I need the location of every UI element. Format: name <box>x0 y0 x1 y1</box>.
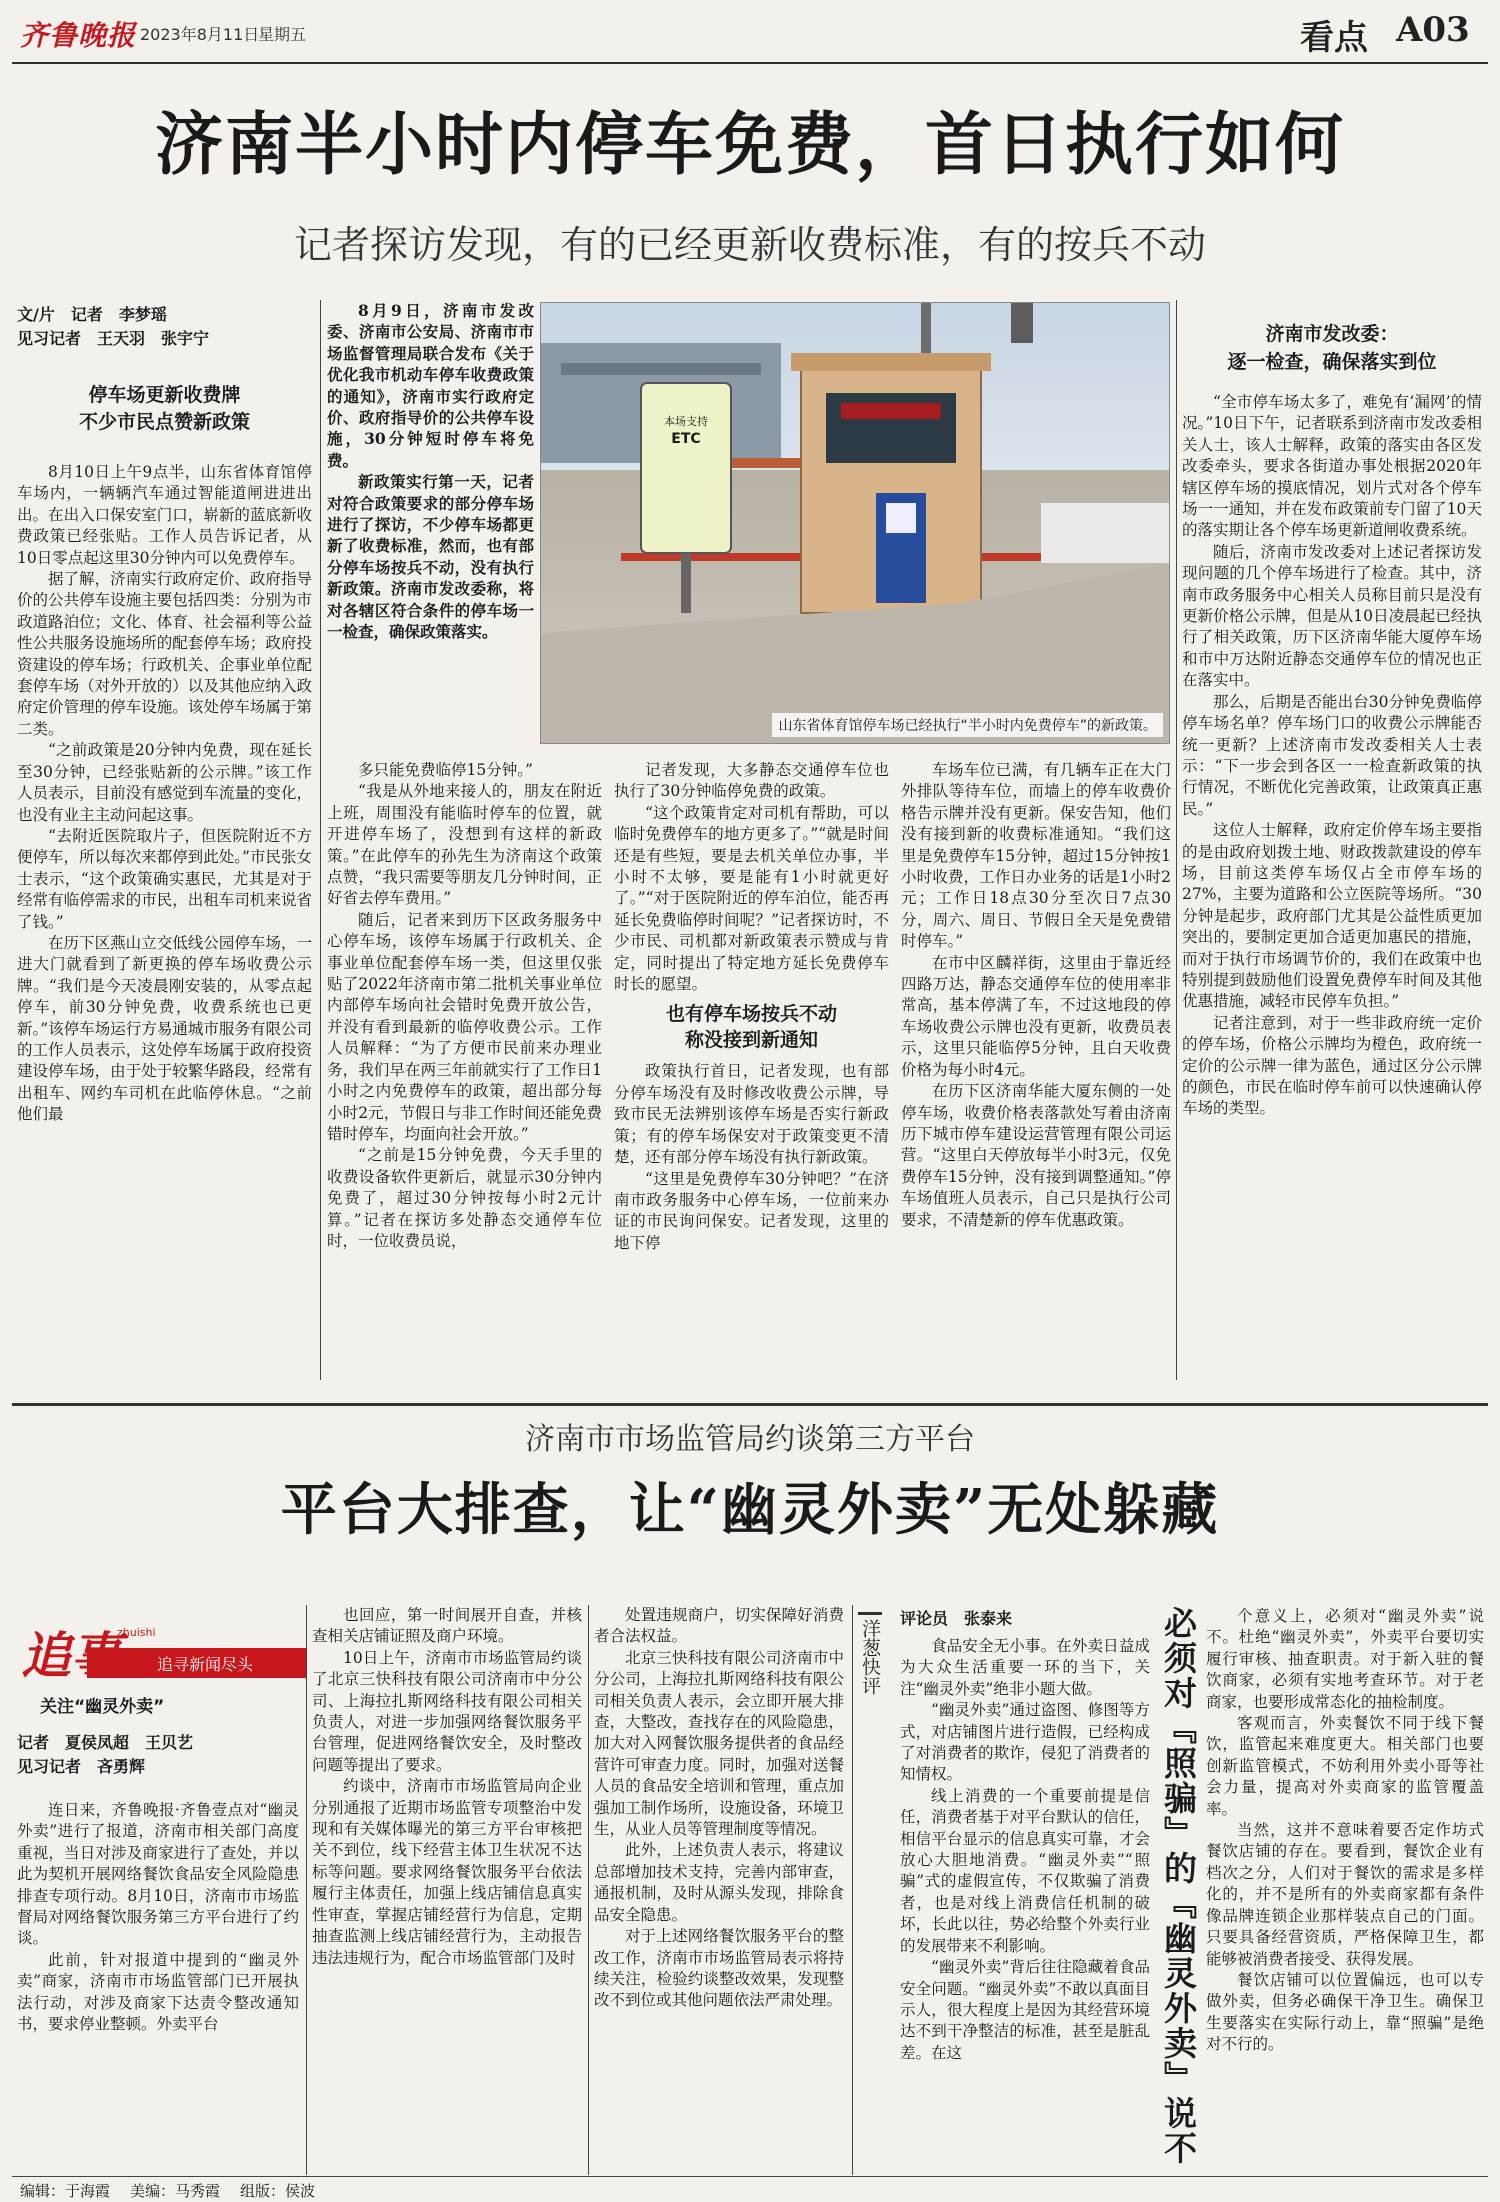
section-name: 看点 <box>1300 18 1368 58</box>
story1-byline-1: 文/片 记者 李梦瑶 <box>17 305 167 324</box>
story2-byline-2: 见习记者 吝勇辉 <box>17 1757 146 1776</box>
page-number: A03 <box>1396 10 1470 50</box>
paragraph: 据了解，济南实行政府定价、政府指导价的公共停车设施主要包括四类：分别为市政道路泊位；文化、体育、社会福利等公益性公共服务设施场所的配套停车场；政府投资建设的停车场；行政机关、企事业单位配套停车场（对外开放的）以及其他应纳入政府定价管理的停车设施。该处停车场属于第二类。 <box>17 570 312 738</box>
column-divider <box>320 300 321 1380</box>
paragraph: “这里是免费停车30分钟吧？”在济南市政务服务中心停车场，一位前来办证的市民询问保安。记者发现，这里的地下停 <box>614 1169 889 1252</box>
badge-tag: 追寻新闻尽头 <box>157 1655 254 1674</box>
booth-roof <box>791 353 991 371</box>
paragraph: 车场车位已满，有几辆车正在大门外排队等待车位，而墙上的停车收费价格告示牌并没有更新。保安告知，他们没有接到新的收费标准通知。“我们这里是免费停车15分钟，超过15分钟按1小时收费，工作日办业务的话是1小时2元；工作日18点30分至次日7点30分，周六、周日、节假日全天是免费错时停车。” <box>901 761 1171 951</box>
paragraph: 10日上午，济南市市场监管局约谈了北京三快科技有限公司济南市中分公司、上海拉扎斯网络科技有限公司相关负责人，对进一步加强网络餐饮服务平台管理，促进网络餐饮安全，及时整改问题等提出了要求。 <box>312 1648 582 1774</box>
paragraph: 餐饮店铺可以位置偏远，也可以专做外卖，但务必确保干净卫生。确保卫生要落实在实际行动上，靠“照骗”是绝对不行的。 <box>1206 1970 1484 2054</box>
story1-column-2 <box>327 760 602 1380</box>
commentary-author: 评论员 张泰来 <box>900 1609 1013 1628</box>
story2-column-3 <box>594 1605 844 2173</box>
paragraph: 个意义上，必须对“幽灵外卖”说不。杜绝“幽灵外卖”，外卖平台要切实履行审核、抽查职责。对于新入驻的餐饮商家，必须有实地考查环节。对于老商家，也要形成常态化的抽检制度。 <box>1206 1607 1484 1711</box>
paragraph: 也回应，第一时间展开自查，并核查相关店铺证照及商户环境。 <box>312 1606 582 1646</box>
paragraph: 8月10日上午9点半，山东省体育馆停车场内，一辆辆汽车通过智能道闸进进出出。在出入口保安室门口，崭新的蓝底新收费政策已经张贴。工作人员告诉记者，从10日零点起这里30分钟内可以免费停车。 <box>17 463 312 567</box>
paragraph: “幽灵外卖”背后往往隐藏着食品安全问题。“幽灵外卖”不敢以真面目示人，很大程度上是因为其经营环境达不到干净整洁的标准，甚至是脏乱差。在这 <box>900 1958 1150 2062</box>
story2-headline: 平台大排查，让“幽灵外卖”无处躲藏 <box>280 1477 1220 1543</box>
paragraph: 记者注意到，对于一些非政府统一定价的停车场，价格公示牌均为橙色，政府统一定价的公示牌一律为蓝色，通过区分公示牌的颜色，市民在临时停车前可以快速确认停车场的类型。 <box>1182 1013 1482 1118</box>
paragraph: 对于上述网络餐饮服务平台的整改工作，济南市市场监管局表示将持续关注，检验约谈整改效果，发现整改不到位或其他问题依法严肃处理。 <box>594 1927 844 2010</box>
column-divider <box>306 1605 307 2175</box>
paragraph: 连日来，齐鲁晚报·齐鲁壹点对“幽灵外卖”进行了报道，济南市相关部门高度重视，当日对涉及商家进行了查处，并以此为契机开展网络餐饮食品安全风险隐患排查专项行动。8月10日，济南市市场监督局对网络餐饮服务第三方平台进行了约谈。 <box>17 1801 299 1948</box>
commentary-column-2 <box>1206 1606 1484 2174</box>
stadium-beam <box>561 363 761 375</box>
paragraph: 处置违规商户，切实保障好消费者合法权益。 <box>594 1606 844 1646</box>
story1-headline: 济南半小时内停车免费，首日执行如何 <box>154 105 1345 185</box>
zhuishi-badge <box>17 1612 312 1692</box>
paragraph: 那么，后期是否能出台30分钟免费临停停车场名单？停车场门口的收费公示牌能否统一更新？上述济南市发改委相关人士表示：“下一步会到各区一一检查新政策的执行情况，不断优化完善政策，让政策真正惠民。” <box>1182 692 1482 818</box>
story1-subheading-5: 济南市发改委： 逐一检查，确保落实到位 <box>1227 323 1437 373</box>
floodlight <box>1011 303 1033 343</box>
footer-layout: 组版：侯波 <box>240 2182 316 2200</box>
paragraph: 随后，济南市发改委对上述记者探访发现问题的几个停车场进行了检查。其中，济南市政务服务中心相关人员称目前只是没有更新价格公示牌，但是从10日凌晨起已经执行了相关政策，历下区济南华能大厦停车场和市中万达附近静态交通停车位的情况也正在落实中。 <box>1182 542 1482 690</box>
parked-cars <box>1041 503 1170 563</box>
etc-sign-text-2: ETC <box>671 431 701 447</box>
column-divider <box>852 1605 853 2175</box>
story2-focus: 关注“幽灵外卖” <box>40 1697 165 1717</box>
paragraph: 在市中区麟祥街，这里由于靠近经四路万达，静态交通停车位的使用率非常高，基本停满了车，不过这地段的停车场收费公示牌也没有更新，收费员表示，这里只能临停5分钟，且白天收费价格为每小时4元。 <box>901 953 1171 1079</box>
parking-photo <box>540 302 1170 744</box>
commentary-column-1 <box>900 1636 1150 2174</box>
paragraph: 新政策实行第一天，记者对符合政策要求的部分停车场进行了探访，不少停车场都更新了收费标准，然而，也有部分停车场按兵不动，没有执行新政策。济南市发改委称，将对各辖区符合条件的停车场一一检查，确保政策落实。 <box>327 472 534 642</box>
footer-art: 美编：马秀霞 <box>130 2182 221 2200</box>
masthead <box>0 0 1500 64</box>
paragraph: 随后，记者来到历下区政务服务中心停车场，该停车场属于行政机关、企事业单位配套停车场一类，但这里仅张贴了2022年济南市第二批机关事业单位内部停车场向社会错时免费开放公告，并没有看到最新的临停收费公示。工作人员解释：“为了方便市民前来办理业务，我们早在两三年前就实行了工作日1小时之内免费停车的政策，超出部分每小时2元，节假日与非工作时间还能免费错时停车，均面向社会开放。” <box>327 910 602 1143</box>
paragraph: 此前，针对报道中提到的“幽灵外卖”商家，济南市市场监管部门已开展执法行动，对涉及商家下达责令整改通知书，要求停业整顿。外卖平台 <box>17 1950 299 2034</box>
commentary-column-label: 洋葱快评 <box>858 1612 882 1695</box>
column-divider <box>1176 300 1177 1380</box>
paragraph: 这位人士解释，政府定价停车场主要指的是由政府划拨土地、财政拨款建设的停车场，目前这类停车场仅占全市停车场的27%，主要为道路和公立医院等场所。“30分钟是起步，政府部门尤其是公益性质更加突出的，要制定更加合适更加惠民的措施，而对于执行市场调节价的，我们在政策中也特别提到鼓励他们设置免费停车时间及其他优惠措施，减轻市民停车负担。” <box>1182 821 1482 1011</box>
masthead-rule <box>12 62 1488 64</box>
paragraph: 多只能免费临停15分钟。” <box>358 761 533 779</box>
paragraph: 北京三快科技有限公司济南市中分公司，上海拉扎斯网络科技有限公司相关负责人表示，会立即开展大排查，大整改，查找存在的风险隐患，加大对入网餐饮服务提供者的食品经营许可审查力度。同时，加强对送餐人员的食品安全培训和管理，重点加强加工制作场所，设施设备，环境卫生，从业人员等管理制度等情况。 <box>594 1648 844 1839</box>
paragraph: 食品安全无小事。在外卖日益成为大众生活重要一环的当下，关注“幽灵外卖”绝非小题大做。 <box>900 1637 1150 1698</box>
paragraph: “这个政策肯定对司机有帮助，可以临时免费停车的地方更多了。”“就是时间还是有些短，要是去机关单位办事，半小时不太够，要是能有1小时就更好了。”“对于医院附近的停车泊位，能否再延长免费临停时间呢？”记者探访时，不少市民、司机都对新政策表示赞成与肯定，同时提出了特定地方延长免费停车时长的愿望。 <box>614 803 889 994</box>
paragraph: “之前是15分钟免费，今天手里的收费设备软件更新后，就显示30分钟内免费了，超过30分钟按每小时2元计算。”记者在探访多处静态交通停车位时，一位收费员说， <box>327 1146 602 1250</box>
paragraph: “我是从外地来接人的，朋友在附近上班，周围没有能临时停车的位置，就开进停车场了，没想到有这样的新政策。”在此停车的孙先生为济南这个政策点赞，“我只需要等朋友几分钟时间，正好省去停车费用。” <box>327 782 602 908</box>
story1-subhead: 记者探访发现，有的已经更新收费标准，有的按兵不动 <box>293 223 1206 267</box>
story2-byline-1: 记者 夏侯凤超 王贝艺 <box>17 1733 194 1752</box>
story1-lead <box>327 300 534 775</box>
p-sign <box>886 503 916 533</box>
led-display <box>841 403 941 419</box>
etc-sign-text-1: 本场支持 <box>664 415 708 428</box>
paragraph: 客观而言，外卖餐饮不同于线下餐饮，监管起来难度更大。相关部门也要创新监管模式，不妨利用外卖小哥等社会力量，提高对外卖商家的监管覆盖率。 <box>1206 1714 1484 1818</box>
story1-column-1 <box>17 462 312 1377</box>
newspaper-logo: 齐鲁晚报 <box>20 19 137 52</box>
story2-column-1 <box>17 1800 299 2172</box>
paragraph: “全市停车场太多了，难免有‘漏网’的情况。”10日下午，记者联系到济南市发改委相关人士，该人士解释，政策的落实由各区发改委牵头，要求各街道办事处根据2020年辖区停车场的摸底情况，划片式对各个停车场一一通知，并在发布政策前专门留了10天的落实期让各个停车场更新道闸收费系统。 <box>1182 393 1482 540</box>
story1-column-3 <box>614 760 889 1380</box>
paragraph: 在历下区燕山立交低线公园停车场，一进大门就看到了新更换的停车场收费公示牌。“我们是今天凌晨刚安装的，从零点起停车，前30分钟免费，收费系统也已更新。”该停车场运行方易通城市服务有限公司的工作人员表示，这处停车场属于政府投资建设停车场，由于处于较繁华路段，经常有出租车、网约车司机在此临停休息。“之前他们最 <box>17 933 312 1124</box>
paragraph: 线上消费的一个重要前提是信任，消费者基于对平台默认的信任，相信平台显示的信息真实可靠，才会放心大胆地消费。“幽灵外卖”“照骗”式的虚假宣传，不仅欺骗了消费者，也是对线上消费信任机制的破坏，长此以往，势必给整个外卖行业的发展带来不利影响。 <box>900 1786 1150 1955</box>
paragraph: “幽灵外卖”通过盗图、修图等方式，对店铺图片进行造假，已经构成了对消费者的欺诈，侵犯了消费者的知情权。 <box>900 1701 1150 1784</box>
footer-rule <box>12 2176 1488 2177</box>
paragraph: “之前政策是20分钟内免费，现在延长至30分钟，已经张贴新的公示牌。”该工作人员表示，目前没有感觉到车流量的变化，也没有业主主动问起这事。 <box>17 741 312 824</box>
photo-caption: 山东省体育馆停车场已经执行“半小时内免费停车”的新政策。 <box>772 713 1163 737</box>
photo-illustration <box>541 303 1170 744</box>
story1-column-5 <box>1182 392 1482 1377</box>
story1-column-4 <box>901 760 1171 1380</box>
story2-column-2 <box>312 1605 582 2173</box>
etc-sign <box>641 383 731 553</box>
footer-editor: 编辑：于海霞 <box>20 2182 111 2200</box>
sign-post <box>681 553 691 613</box>
issue-weekday: 星期五 <box>258 25 307 44</box>
section-divider <box>12 1403 1488 1406</box>
paragraph: 在历下区济南华能大厦东侧的一处停车场，收费价格表落款处写着由济南历下城市停车建设运营管理有限公司运营。“这里白天停放每半小时3元，仅免费停车15分钟，没有接到调整通知。”停车场值班人员表示，自己只是执行公司要求，不清楚新的停车优惠政策。 <box>901 1082 1171 1229</box>
paragraph: 政策执行首日，记者发现，也有部分停车场没有及时修改收费公示牌，导致市民无法辨别该停车场是否实行新政策；有的停车场保安对于政策变更不清楚，还有部分停车场没有执行新政策。 <box>614 1062 889 1167</box>
issue-date: 2023年8月11日 <box>140 25 260 44</box>
badge-pinyin: zhuishi <box>117 1626 156 1639</box>
badge-main: 追事 <box>21 1626 121 1685</box>
paragraph: 8月9日，济南市发改委、济南市公安局、济南市市场监督管理局联合发布《关于优化我市机动车停车收费政策的通知》，济南市实行政府定价、政府指导价的公共停车设施，30分钟短时停车将免费。 <box>327 301 534 470</box>
paragraph: 当然，这并不意味着要否定作坊式餐饮店铺的存在。要看到，餐饮企业有档次之分，人们对于餐饮的需求是多样化的，并不是所有的外卖商家都有条件像品牌连锁企业那样装点自己的门面。只要具备经营资质，严格保障卫生，都能够被消费者接受、获得发展。 <box>1206 1821 1484 1968</box>
story1-subheading-1: 停车场更新收费牌 不少市民点赞新政策 <box>78 384 250 433</box>
paragraph: “去附近医院取片子，但医院附近不方便停车，所以每次来都停到此处。”市民张女士表示，“这个政策确实惠民，尤其是对于经常有临停需求的市民，出租车司机来说省了钱。” <box>17 826 312 931</box>
paragraph: 记者发现，大多静态交通停车位也执行了30分钟临停免费的政策。 <box>614 761 889 801</box>
story1-subheading-3: 也有停车场按兵不动 称没接到新通知 <box>665 1003 837 1052</box>
story1-byline-2: 见习记者 王天羽 张宇宁 <box>17 329 210 348</box>
column-divider <box>588 1605 589 2175</box>
paragraph: 此外，上述负责人表示，将建议总部增加技术支持，完善内部审查，通报机制，及时从源头发现，排除食品安全隐患。 <box>594 1841 844 1924</box>
paragraph: 约谈中，济南市市场监管局向企业分别通报了近期市场监管专项整治中发现和有关媒体曝光的第三方平台审核把关不到位，线下经营主体卫生状况不达标等问题。要求网络餐饮服务平台依法履行主体责任，加强上线店铺信息真实性审查，掌握店铺经营行为信息，定期抽查监测上线店铺经营行为，主动报告违法违规行为，配合市场监管部门及时 <box>312 1777 582 1967</box>
commentary-title: 必须对『照骗』的『幽灵外卖』说不 <box>1159 1606 1198 2166</box>
story2-kicker: 济南市市场监管局约谈第三方平台 <box>525 1422 975 1457</box>
